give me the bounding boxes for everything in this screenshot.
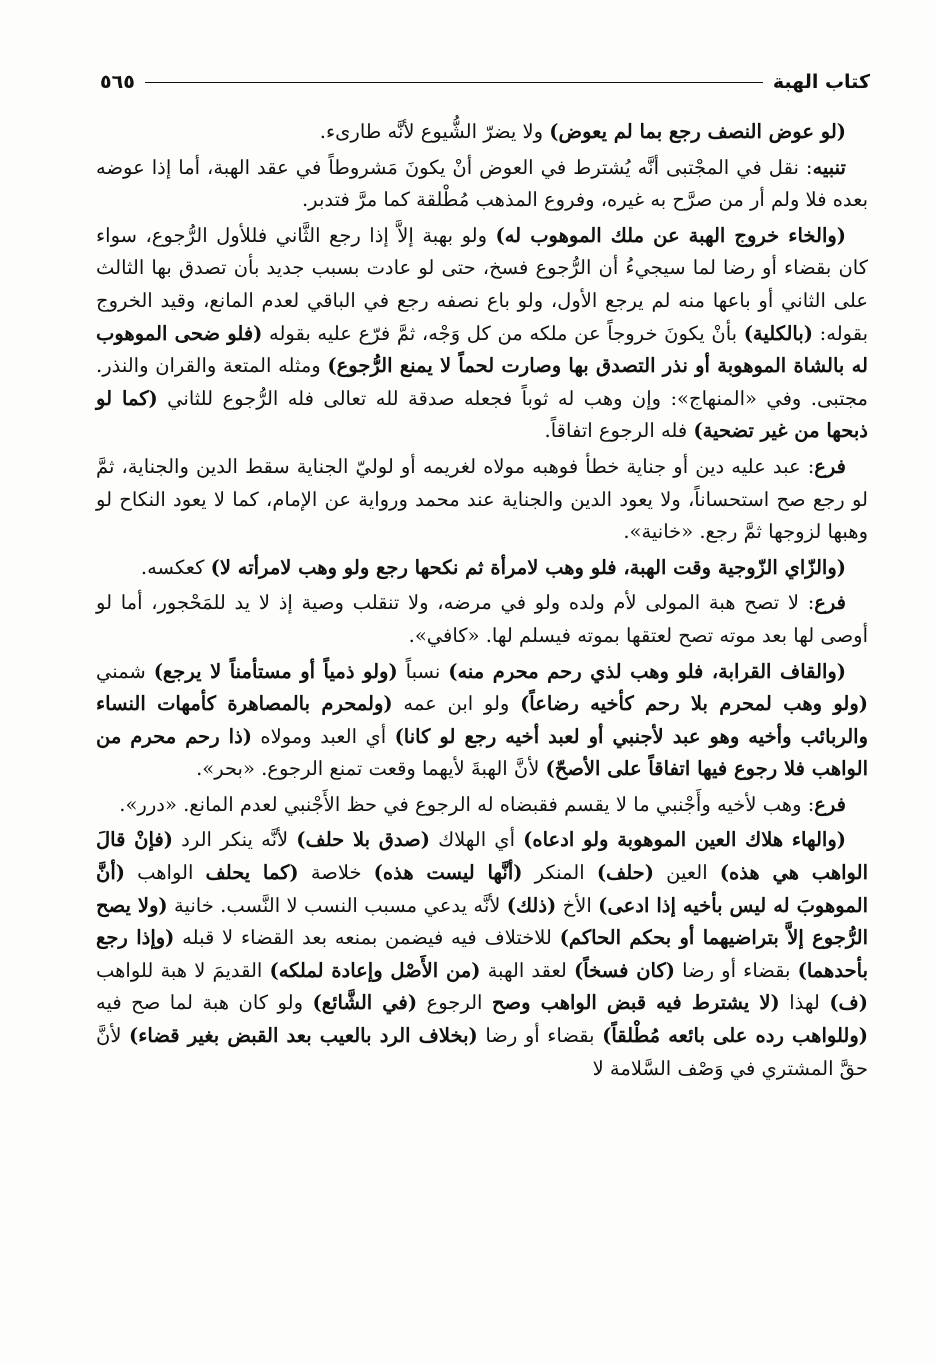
- bold-matn-text: (أنَّها ليست هذه): [373, 861, 523, 885]
- commentary-text: ومثله المتعة والقران والنذر. مجتبى. وفي «المنهاج»: وإن وهب له ثوباً فجعله صدقة لله تعالى فله الرُّجوع للثاني: [96, 354, 868, 410]
- commentary-text: فله الرجوع اتفاقاً.: [544, 419, 694, 443]
- commentary-text: : عبد عليه دين أو جناية خطأ فوهبه مولاه لغريمه أو لوليّ الجناية سقط الدين والجناية، ثمَّ لو رجع صح استحساناً، ولا يعود الدين والجناية عند محمد ورواية عن الإمام، كما لا يعود النكاح لو وهبها لزوجها ثمَّ رجع. «خانية».: [96, 454, 868, 544]
- commentary-text: لأنَّ حقَّ المشتري في وَصْف السَّلامة لا: [96, 1024, 868, 1080]
- commentary-text: : لا تصح هبة المولى لأم ولده ولو في مرضه، ولا تنقلب وصية إذ لا يد للمَحْجور، أما لو أوصى لها بعد موته تصح لعتقها بموته فيسلم لها. «كافي».: [96, 591, 868, 647]
- bold-matn-text: فرع: [814, 792, 846, 816]
- bold-matn-text: فرع: [814, 454, 846, 478]
- bold-matn-text: (كان فسخاً): [574, 958, 675, 982]
- bold-matn-text: (في الشَّائع): [312, 991, 418, 1015]
- commentary-text: : وهب لأخيه وأَجْنبي ما لا يقسم فقبضاه له الرجوع في حظ الأَجْنبي لعدم المانع. «درر».: [119, 792, 815, 816]
- commentary-text: لعقد الهبة: [480, 958, 575, 982]
- bold-matn-text: (ولمحرم بالمصاهرة كأمهات النساء والربائب وأخيه وهو عبد لأجنبي أو لعبد أخيه رجع لو كانا): [96, 692, 868, 748]
- text-paragraph: [96, 116, 868, 149]
- bold-matn-text: (لا يشترط فيه قبض الواهب وصح: [491, 991, 780, 1015]
- bold-matn-text: (وإذا رجع بأحدهما): [96, 926, 868, 982]
- bold-matn-text: (والقاف القرابة، فلو وهب لذي رحم محرم منه): [448, 659, 847, 683]
- bold-matn-text: (فلو ضحى الموهوب له بالشاة الموهوبة أو نذر التصدق بها وصارت لحماً لا يمنع الرُّجوع): [96, 321, 868, 378]
- commentary-text: ولو كان هبة لما صح فيه: [96, 991, 313, 1015]
- commentary-text: شمني: [96, 659, 154, 683]
- commentary-text: كعكسه.: [140, 555, 211, 579]
- bold-matn-text: (أنَّ الموهوبَ له ليس بأخيه إذا ادعى): [96, 861, 868, 917]
- text-paragraph: [96, 451, 868, 549]
- text-paragraph: [96, 824, 868, 1085]
- bold-matn-text: (ولا يصح الرُّجوع إلاَّ بتراضيهما أو بحكم الحاكم): [96, 893, 868, 950]
- commentary-text: لأنَّه ينكر الرد: [173, 828, 297, 852]
- bold-matn-text: (حلف): [596, 861, 654, 885]
- commentary-text: بأنْ يكونَ خروجاً عن ملكه من كل وَجْه، ثمَّ فرّع عليه بقوله: [262, 321, 744, 345]
- commentary-text: القديمَ لا هبة للواهب: [96, 958, 270, 982]
- commentary-text: للاختلاف فيه فيضمن بمنعه بعد القضاء لا قبله: [174, 926, 560, 950]
- commentary-text: لهذا: [779, 991, 830, 1015]
- commentary-text: بقضاء أو رضا: [675, 958, 798, 982]
- commentary-text: خلاصة: [298, 861, 374, 885]
- commentary-text: لأنَّ الهبةَ لأيهما وقعت تمنع الرجوع. «بحر».: [196, 757, 546, 781]
- text-paragraph: [96, 587, 868, 652]
- bold-matn-text: (كما يحلف: [205, 861, 299, 885]
- page-body: [96, 116, 868, 1088]
- text-paragraph: [96, 656, 868, 786]
- bold-matn-text: تنبيه: [812, 155, 846, 179]
- bold-matn-text: (صدق بلا حلف): [296, 828, 430, 852]
- bold-matn-text: (ولو وهب لمحرم بلا رحم كأخيه رضاعاً): [520, 692, 869, 716]
- running-header: [100, 62, 870, 102]
- commentary-text: الرجوع: [417, 991, 492, 1015]
- bold-matn-text: (من الأَصْل وإعادة لملكه): [269, 958, 481, 982]
- commentary-text: نسباً: [397, 659, 449, 683]
- commentary-text: بقضاء أو رضا: [477, 1024, 603, 1048]
- bold-matn-text: (ذلك): [506, 893, 557, 917]
- text-paragraph: [96, 220, 868, 448]
- commentary-text: المنكر: [522, 861, 597, 885]
- bold-matn-text: (والخاء خروج الهبة عن ملك الموهوب له): [495, 223, 847, 247]
- commentary-text: ولو ابن عمه: [392, 692, 521, 716]
- bold-matn-text: (بالكلية): [743, 321, 814, 345]
- commentary-text: ولو بهبة إلاَّ إذا رجع الثَّاني فللأول الرُّجوع، سواء كان بقضاء أو رضا لما سيجيءُ أن الرُّجوع فسخ، حتى لو عادت بسبب جديد بأن تصدق بها الثالث على الثاني أو باعها منه لم يرجع الأول، ولو باع نصفه رجع في الباقي لعدم المانع، وقيد الخروج بقوله:: [96, 223, 869, 345]
- commentary-text: أي العبد ومولاه: [252, 724, 395, 748]
- bold-matn-text: (ولو ذمياً أو مستأمناً لا يرجع): [153, 659, 398, 683]
- header-rule: [145, 82, 763, 83]
- commentary-text: العين: [653, 861, 720, 885]
- book-title: كتاب الهبة: [772, 71, 870, 93]
- commentary-text: : نقل في المجْتبى أنَّه يُشترط في العوض أنْ يكونَ مَشروطاً في عقد الهبة، أما إذا عوضه بعده فلا ولم أر من صرَّح به غيره، وفروع المذهب مُطْلقة كما مرَّ فتدبر.: [96, 155, 868, 212]
- text-paragraph: [96, 552, 868, 585]
- commentary-text: الأخ: [556, 893, 599, 917]
- commentary-text: لأنَّه يدعي مسبب النسب لا النَّسب. خانية: [167, 893, 507, 917]
- bold-matn-text: (لو عوض النصف رجع بما لم يعوض): [549, 120, 846, 143]
- bold-matn-text: (بخلاف الرد بالعيب بعد القبض بغير قضاء): [129, 1024, 478, 1048]
- bold-matn-text: (والهاء هلاك العين الموهوبة ولو ادعاه): [523, 828, 846, 852]
- page-number: ٥٦٥: [100, 71, 135, 93]
- text-paragraph: [96, 152, 868, 217]
- commentary-text: أي الهلاك: [429, 828, 524, 852]
- bold-matn-text: فرع: [814, 591, 846, 615]
- commentary-text: ولا يضرّ الشُّيوع لأنَّه طارىء.: [319, 120, 550, 143]
- commentary-text: الواهب: [124, 861, 206, 885]
- bold-matn-text: (وللواهب رده على بائعه مُطْلقاً): [602, 1024, 868, 1048]
- bold-matn-text: (فإنْ قالَ الواهب هي هذه): [96, 828, 868, 885]
- text-paragraph: [96, 789, 868, 822]
- bold-matn-text: (والزّاي الزّوجية وقت الهبة، فلو وهب لامرأة ثم نكحها رجع ولو وهب لامرأته لا): [210, 555, 846, 579]
- bold-matn-text: (كما لو ذبحها من غير تضحية): [96, 386, 868, 443]
- bold-matn-text: (ف): [829, 991, 868, 1015]
- bold-matn-text: (ذا رحم محرم من الواهب فلا رجوع فيها اتفاقاً على الأصحّ): [96, 724, 868, 781]
